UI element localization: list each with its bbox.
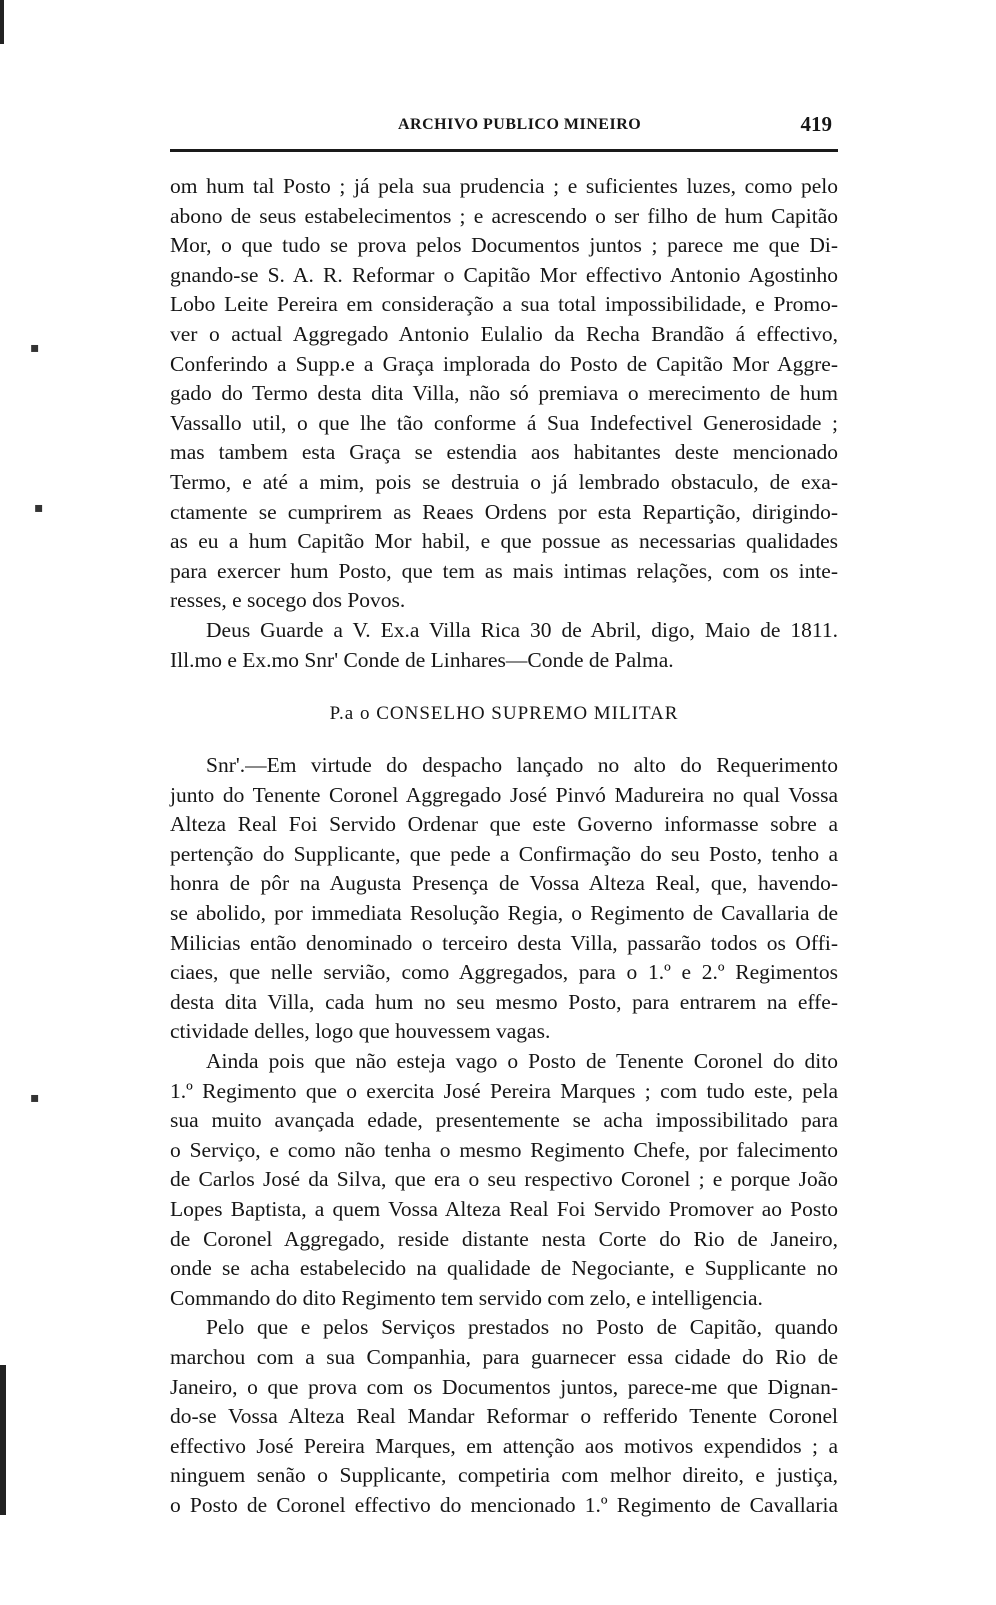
text-line: Alteza Real Foi Servido Ordenar que este Governo informasse sobre a [170, 812, 838, 837]
text-line: marchou com a sua Companhia, para guarnecer essa cidade do Rio de [170, 1344, 838, 1369]
text-line: Conferindo a Supp.e a Graça implorada do Posto de Capitão Mor Aggre- [170, 351, 838, 376]
section-heading: P.a o CONSELHO SUPREMO MILITAR [329, 703, 679, 725]
text-line: sua muito avançada edade, presentemente se acha impossibilitado para [170, 1108, 838, 1133]
text-line: ctamente se cumprirem as Reaes Ordens por esta Repartição, dirigindo- [170, 499, 838, 524]
text-line: de Carlos José da Silva, que era o seu respectivo Coronel ; e porque João [170, 1167, 838, 1192]
text-line: resses, e socego dos Povos. [170, 588, 406, 613]
scan-edge-mark-top [0, 0, 4, 44]
margin-speck: ▪ [34, 500, 44, 516]
text-line: mas tambem esta Graça se estendia aos habitantes deste mencionado [170, 440, 838, 465]
document-body [170, 172, 838, 1521]
text-line: Snr'.—Em virtude do despacho lançado no alto do Requerimento [206, 753, 838, 778]
text-line: Janeiro, o que prova com os Documentos juntos, parece-me que Dignan- [170, 1374, 838, 1399]
page-header [170, 112, 838, 148]
paragraph-continuation [170, 172, 838, 616]
text-line: Milicias então denominado o terceiro desta Villa, passarão todos os Offi- [170, 930, 838, 955]
paragraph [170, 1313, 838, 1520]
text-line: ctividade delles, logo que houvessem vagas. [170, 1019, 551, 1044]
text-line: Vassallo util, o que lhe tão conforme á Sua Indefectivel Generosidade ; [170, 410, 838, 435]
text-line: Lopes Baptista, a quem Vossa Alteza Real Foi Servido Promover ao Posto [170, 1197, 838, 1221]
text-line: Ainda pois que não esteja vago o Posto de Tenente Coronel do dito [206, 1049, 838, 1074]
header-rule [170, 149, 838, 152]
signature-line: Ill.mo e Ex.mo Snr' Conde de Linhares—Conde de Palma. [170, 647, 674, 672]
closing-paragraph [170, 616, 838, 675]
paragraph [170, 1047, 838, 1313]
page-number: 419 [800, 112, 832, 136]
text-line: Termo, e até a mim, pois se destruia o já lembrado obstaculo, de exa- [170, 469, 838, 494]
scan-edge-mark-bottom [0, 1365, 6, 1515]
text-line: de Coronel Aggregado, reside distante nesta Corte do Rio de Janeiro, [170, 1226, 838, 1251]
text-line: pertenção do Supplicante, que pede a Confirmação do seu Posto, tenho a [170, 841, 838, 866]
text-line: ciaes, que nelle servião, como Aggregados, para o 1.º e 2.º Regimentos [170, 960, 838, 985]
text-line: junto do Tenente Coronel Aggregado José Pinvó Madureira no qual Vossa [170, 782, 838, 807]
text-line: Deus Guarde a V. Ex.a Villa Rica 30 de Abril, digo, Maio de 1811. [206, 617, 838, 642]
text-line: gado do Termo desta dita Villa, não só premiava o merecimento de hum [170, 381, 838, 406]
text-line: Mor, o que tudo se prova pelos Documentos juntos ; parece me que Di- [170, 233, 838, 258]
text-line: 1.º Regimento que o exercita José Pereira Marques ; com tudo este, pela [170, 1078, 838, 1103]
text-line: ver o actual Aggregado Antonio Eulalio da Recha Brandão á effectivo, [170, 321, 838, 346]
paragraph [170, 751, 838, 1047]
text-line: desta dita Villa, cada hum no seu mesmo Posto, para entrarem na effe- [170, 989, 838, 1014]
text-line: o Posto de Coronel effectivo do mencionado 1.º Regimento de Cavallaria [170, 1492, 838, 1517]
margin-speck: ▪ [30, 1090, 40, 1106]
running-head: ARCHIVO PUBLICO MINEIRO [398, 116, 642, 133]
text-line: do-se Vossa Alteza Real Mandar Reformar o refferido Tenente Coronel [170, 1404, 838, 1429]
text-line: as eu a hum Capitão Mor habil, e que possue as necessarias qualidades [170, 529, 838, 554]
text-line: se abolido, por immediata Resolução Regia, o Regimento de Cavallaria de [170, 901, 838, 926]
text-line: Pelo que e pelos Serviços prestados no Posto de Capitão, quando [206, 1315, 838, 1340]
text-line: effectivo José Pereira Marques, em attenção aos motivos expendidos ; a [170, 1433, 838, 1458]
text-line: gnando-se S. A. R. Reformar o Capitão Mor effectivo Antonio Agostinho [170, 262, 838, 287]
margin-speck: ▪ [30, 340, 40, 356]
text-line: onde se acha estabelecido na qualidade de Negociante, e Supplicante no [170, 1256, 838, 1281]
text-line: honra de pôr na Augusta Presença de Vossa Alteza Real, que, havendo- [170, 871, 838, 896]
text-line: Lobo Leite Pereira em consideração a sua total impossibilidade, e Promo- [170, 292, 838, 317]
text-line: para exercer hum Posto, que tem as mais intimas relações, com os inte- [170, 558, 838, 583]
text-line: ninguem senão o Supplicante, competiria com melhor direito, e justiça, [170, 1463, 838, 1488]
text-line: Commando do dito Regimento tem servido com zelo, e intelligencia. [170, 1285, 763, 1310]
text-line: o Serviço, e como não tenha o mesmo Regimento Chefe, por falecimento [170, 1137, 838, 1162]
text-line: om hum tal Posto ; já pela sua prudencia ; e suficientes luzes, como pelo [170, 174, 838, 198]
text-line: abono de seus estabelecimentos ; e acrescendo o ser filho de hum Capitão [170, 203, 838, 228]
